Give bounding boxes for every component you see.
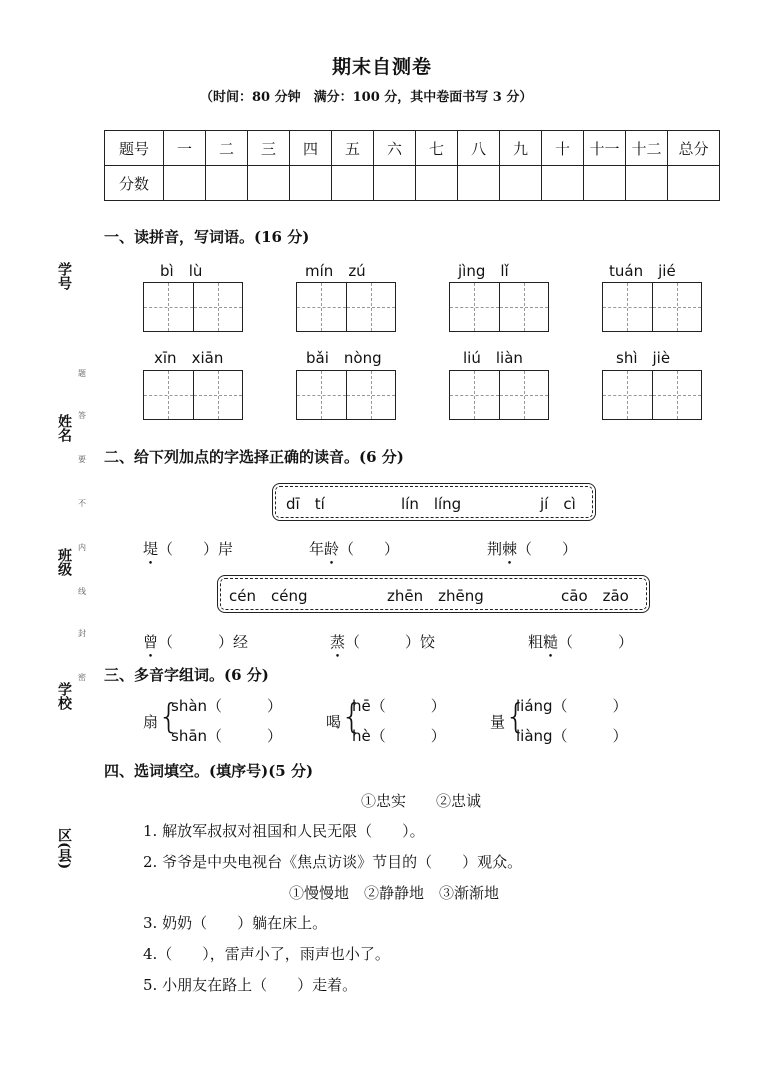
- pinyin-label: xīn xiān: [154, 349, 224, 367]
- table-cell: 分数: [105, 166, 164, 201]
- pinyin-label: bǎi nòng: [306, 349, 382, 367]
- polyphone-blank[interactable]: shān（ ）: [171, 727, 283, 745]
- section-4-heading: 四、选词填空。(填序号)(5 分): [104, 762, 314, 780]
- reading-item[interactable]: 曾（ ）经: [143, 633, 249, 651]
- score-table: [104, 130, 720, 201]
- score-entry-cell[interactable]: [626, 166, 668, 201]
- pinyin-label: bì lù: [160, 262, 203, 280]
- reading-item[interactable]: 年龄（ ）: [309, 540, 400, 558]
- score-entry-cell[interactable]: [416, 166, 458, 201]
- reading-item[interactable]: 粗糙（ ）: [528, 633, 634, 651]
- score-entry-cell[interactable]: [206, 166, 248, 201]
- exam-subtitle: （时间：80 分钟 满分：100 分，其中卷面书写 3 分）: [200, 90, 533, 105]
- margin-note: 线: [78, 587, 86, 596]
- pinyin-label: liú liàn: [463, 349, 523, 367]
- section-2-heading: 二、给下列加点的字选择正确的读音。(6 分): [104, 448, 404, 466]
- writing-grid[interactable]: [602, 282, 702, 332]
- margin-note: 答: [78, 411, 86, 420]
- score-table-score-row: [105, 166, 720, 201]
- table-cell: 十二: [626, 131, 668, 166]
- brace-icon: {: [341, 697, 363, 737]
- brace-icon: {: [505, 697, 527, 737]
- word-options: ①忠实 ②忠诚: [361, 792, 482, 810]
- margin-note: 不: [78, 499, 86, 508]
- table-cell: 八: [458, 131, 500, 166]
- pinyin-option: lín líng: [401, 495, 462, 513]
- score-entry-cell[interactable]: [542, 166, 584, 201]
- student-name-label: 姓名: [56, 414, 72, 442]
- writing-grid[interactable]: [296, 282, 396, 332]
- table-cell: 五: [332, 131, 374, 166]
- pinyin-option: dī tí: [286, 495, 325, 513]
- polyphone-blank[interactable]: liáng（ ）: [516, 697, 628, 715]
- table-cell: 题号: [105, 131, 164, 166]
- fill-question[interactable]: 2. 爷爷是中央电视台《焦点访谈》节目的（ ）观众。: [143, 853, 523, 871]
- table-cell: 二: [206, 131, 248, 166]
- fill-question[interactable]: 3. 奶奶（ ）躺在床上。: [143, 914, 328, 932]
- score-entry-cell[interactable]: [290, 166, 332, 201]
- score-entry-cell[interactable]: [332, 166, 374, 201]
- reading-item[interactable]: 荆棘（ ）: [487, 540, 578, 558]
- score-entry-cell[interactable]: [584, 166, 626, 201]
- polyphone-blank[interactable]: hē（ ）: [352, 697, 446, 715]
- writing-grid[interactable]: [449, 282, 549, 332]
- margin-note: 封: [78, 629, 86, 638]
- pinyin-option: jí cì: [540, 495, 576, 513]
- page-title: 期末自测卷: [331, 56, 432, 78]
- polyphone-blank[interactable]: liàng（ ）: [516, 727, 628, 745]
- score-entry-cell[interactable]: [164, 166, 206, 201]
- table-cell: 总分: [668, 131, 720, 166]
- reading-item[interactable]: 堤（ ）岸: [143, 540, 234, 558]
- margin-note: 内: [78, 543, 86, 552]
- school-label: 学校: [56, 682, 72, 710]
- polyphone-blank[interactable]: hè（ ）: [352, 727, 446, 745]
- writing-grid[interactable]: [143, 370, 243, 420]
- pinyin-label: mín zú: [305, 262, 366, 280]
- pinyin-label: shì jiè: [616, 349, 671, 367]
- fill-question[interactable]: 4.（ ），雷声小了，雨声也小了。: [143, 945, 390, 963]
- reading-item[interactable]: 蒸（ ）饺: [330, 633, 436, 651]
- pinyin-option-box: [220, 578, 647, 610]
- score-entry-cell[interactable]: [668, 166, 720, 201]
- polyphone-char: 扇: [143, 713, 159, 731]
- student-number-label: 学号: [56, 262, 72, 290]
- polyphone-blank[interactable]: shàn（ ）: [171, 697, 283, 715]
- pinyin-option: zhēn zhēng: [387, 587, 484, 605]
- writing-grid[interactable]: [602, 370, 702, 420]
- district-label: 区(县): [56, 828, 72, 870]
- score-entry-cell[interactable]: [458, 166, 500, 201]
- table-cell: 九: [500, 131, 542, 166]
- pinyin-option: cāo zāo: [561, 587, 629, 605]
- margin-note: 要: [78, 455, 86, 464]
- pinyin-option-box: [275, 486, 593, 518]
- table-cell: 十: [542, 131, 584, 166]
- score-entry-cell[interactable]: [248, 166, 290, 201]
- table-cell: 七: [416, 131, 458, 166]
- score-entry-cell[interactable]: [374, 166, 416, 201]
- section-1-heading: 一、读拼音，写词语。(16 分): [104, 228, 310, 246]
- polyphone-char: 喝: [326, 713, 342, 731]
- fill-question[interactable]: 5. 小朋友在路上（ ）走着。: [143, 976, 358, 994]
- table-cell: 十一: [584, 131, 626, 166]
- pinyin-option: cén céng: [229, 587, 308, 605]
- score-entry-cell[interactable]: [500, 166, 542, 201]
- table-cell: 四: [290, 131, 332, 166]
- table-cell: 一: [164, 131, 206, 166]
- margin-note: 题: [78, 369, 86, 378]
- pinyin-label: jìng lǐ: [458, 262, 509, 280]
- section-3-heading: 三、多音字组词。(6 分): [104, 666, 269, 684]
- writing-grid[interactable]: [449, 370, 549, 420]
- polyphone-char: 量: [490, 713, 506, 731]
- writing-grid[interactable]: [143, 282, 243, 332]
- fill-question[interactable]: 1. 解放军叔叔对祖国和人民无限（ ）。: [143, 822, 425, 840]
- word-options: ①慢慢地 ②静静地 ③渐渐地: [289, 884, 500, 902]
- score-table-header-row: [105, 131, 720, 166]
- table-cell: 六: [374, 131, 416, 166]
- writing-grid[interactable]: [296, 370, 396, 420]
- pinyin-label: tuán jié: [609, 262, 676, 280]
- table-cell: 三: [248, 131, 290, 166]
- brace-icon: {: [158, 697, 180, 737]
- margin-note: 密: [78, 673, 86, 682]
- class-label: 班级: [56, 548, 72, 576]
